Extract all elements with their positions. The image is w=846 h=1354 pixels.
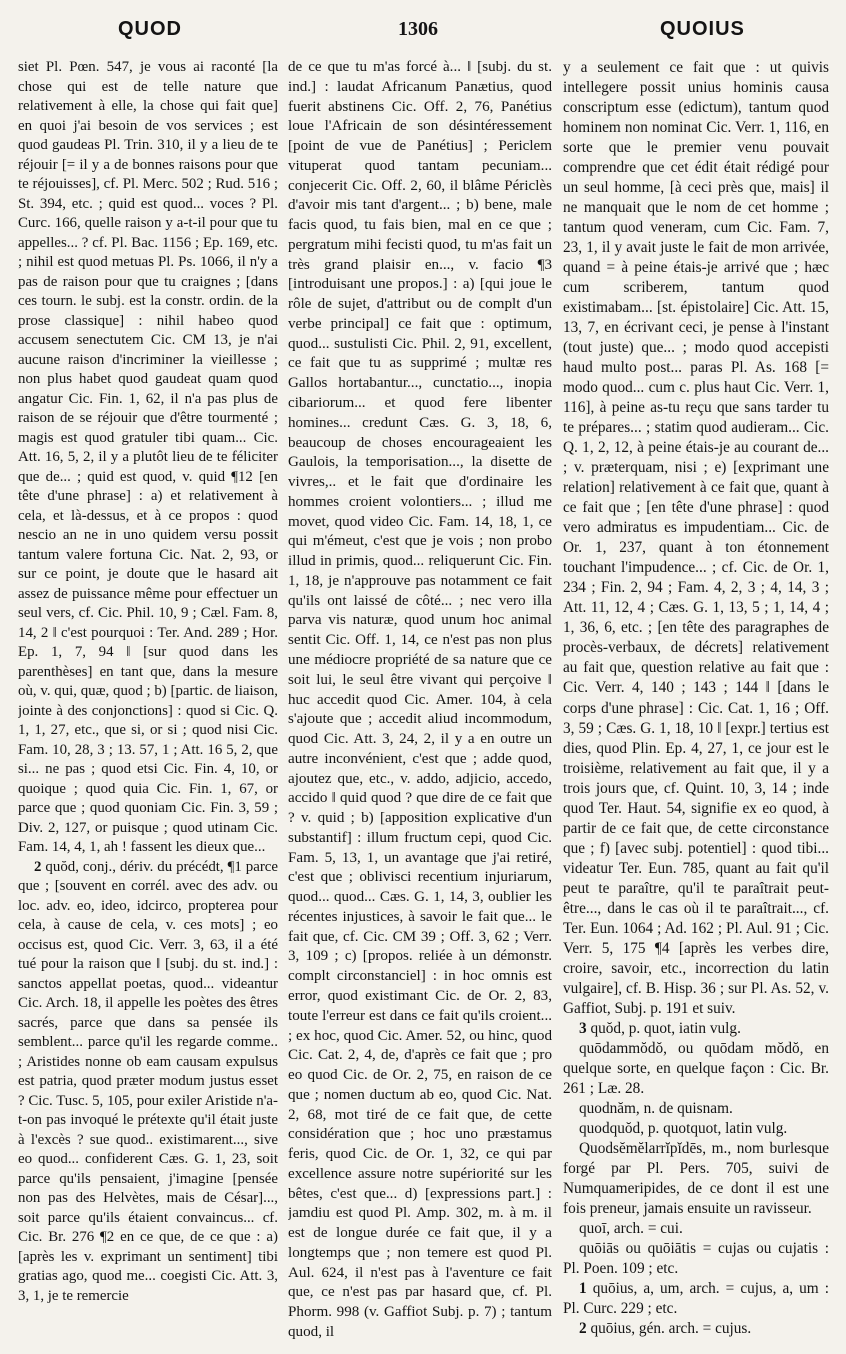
entry-text: quōius, a, um, arch. = cujus, a, um : Pl. Curc. 229 ; etc. — [563, 1279, 829, 1317]
page-number: 1306 — [398, 18, 438, 40]
entry-text: y a seulement ce fait que : ut quivis intellegere possit unius hominis causa conscriptum esse (edictum), tantum quod hominem non nominat Cic. Verr. 1, 116, en sorte que le premier venu pouvait comprendre que cet édit était rédigé pour un seul homme, [à ceci près que, mais] il ne manquait que le nom de cet homme ; tantum quod veneram, cum Cic. Fam. 7, 23, 1, il y avait juste le fait de mon arrivée, quand = à peine étais-je arrivé que ; hæc cum scriberem, tantum quod existimabam... [st. épistolaire] Cic. Att. 15, 13, 7, en écrivant ceci, je pense à l'instant (tout juste) que... ; modo quod accepisti haud multo post... paras Pl. As. 168 [= modo quod... cum c. plus haut Cic. Verr. 1, 116], à peine as-tu reçu que sans tarder tu te prépares... ; statim quod audieram... Cic. Q. 1, 2, 12, à peine étais-je au courant de... ; v. præterquam, nisi ; e) [exprimant une relation] relativement à ce fait que, quant à ce fait que ; [en tête d'une phrase] : quod vero admiratus es impudentiam... Cic. de Or. 1, 237, quant à ton étonnement touchant l'impudence... ; cf. Cic. de Or. 1, 234 ; Fin. 2, 94 ; Fam. 4, 2, 3 ; 4, 14, 3 ; Att. 11, 12, 4 ; Cæs. G. 1, 13, 5 ; 1, 14, 4 ; 1, 36, 6, etc. ; [en tête des paragraphes de procès-verbaux, de décrets] relativement au fait que, question relative au fait que : Cic. Verr. 4, 140 ; 143 ; 144 ‖ [dans le corps d'une phrase] : Cic. Cat. 1, 16 ; Off. 3, 59 ; Cæs. G. 1, 18, 10 ‖ [expr.] tertius est dies, quod Plin. Ep. 4, 27, 1, ce jour est le troisième, relativement au fait que, il y a trois jours que, cf. Quint. 10, 3, 14 ; inde quod Ter. Haut. 54, signifie ex eo quod, à partir de ce fait que, de cette circonstance que ; f) [avec subj. potentiel] : quod tibi... videatur Ter. Eun. 785, quant au fait qu'il peut te paraître, qu'il te paraîtrait peut-être..., dans le cas où il te paraîtrait..., cf. Ter. Eun. 1064 ; Ad. 162 ; Pl. Aul. 91 ; Cic. Verr. 5, 175 ¶4 [après les verbes dire, croire, savoir, etc., incorrection du latin vulgaire], cf. B. Hisp. 36 ; sur Pl. As. 52, v. Gaffiot, Subj. p. 191 et suiv. — [563, 59, 829, 1017]
entry-number: 2 — [579, 1319, 591, 1337]
entry-text: quŏd, p. quot, iatin vulg. — [590, 1019, 741, 1037]
dictionary-entry: quōiās ou quōiātis = cujas ou cujatis : Pl. Poen. 109 ; etc. — [563, 1239, 829, 1277]
column-1 — [18, 58, 278, 1343]
column-3 — [563, 58, 829, 1343]
dictionary-entry: Quodsĕmĕlarrĭpĭdēs, m., nom burlesque forgé par Pl. Pers. 705, suivi de Numquameripides, de ce dont il est une fois preneur, jamais ensuite un ravisseur. — [563, 1139, 829, 1217]
dictionary-entry: quōdammŏdŏ, ou quōdam mŏdŏ, en quelque sorte, en quelque façon : Cic. Br. 261 ; Læ. 28. — [563, 1039, 829, 1097]
column-2 — [288, 58, 552, 1343]
dictionary-entry: quodquŏd, p. quotquot, latin vulg. — [579, 1119, 788, 1137]
left-running-headword: QUOD — [118, 18, 182, 40]
entry-number: 3 — [579, 1019, 591, 1037]
entry-text: siet Pl. Pœn. 547, je vous ai raconté [la chose qui est de telle nature que relativement à elle, la chose qui fait que] en quoi j'ai besoin de vos services ; est quod gaudeas Pl. Trin. 310, il y a lieu de te réjouir [= il y a de bonnes raisons pour que te réjouisses], cf. Pl. Merc. 502 ; Rud. 516 ; St. 394, etc. ; quid est quod... voces ? Pl. Curc. 166, quelle raison y a-t-il pour que tu appelles... ? cf. Pl. Bac. 1156 ; Ep. 169, etc. ; nihil est quod metuas Pl. Ps. 1066, il n'y a pas de raison pour que tu craignes ; [dans ces tourn. le subj. est la constr. ordin. de la prose classique] : nihil habeo quod accusem senectutem Cic. CM 13, je n'ai aucune raison d'incriminer la vieillesse ; non plus habet quod gaudeat quam quod angatur Cic. Fin. 1, 62, il n'a pas plus de raison de se réjouir que d'être tourmenté ; magis est quod gratuler tibi quam... Cic. Att. 16, 5, 2, il y a plutôt lieu de te féliciter que de... ; quid est quod, v. quid ¶12 [en tête d'une phrase] : a) et relativement à cela, et là-dessus, et à ce propos : quod nescio an ne in uno quidem versu possit tantum valere fortuna Cic. Nat. 2, 93, or sur ce point, je doute que le hasard ait assez de puissance même pour effectuer un seul vers, cf. Cic. Phil. 10, 9 ; Cæl. Fam. 8, 14, 2 ‖ c'est pourquoi : Ter. And. 289 ; Hor. Ep. 1, 7, 94 ‖ [sur quod dans les parenthèses] en tant que, dans la mesure où, v. qui, quæ, quod ; b) [partic. de liaison, jointe à des conjonctions] : quod si Cic. Q. 1, 1, 27, etc., que si, or si ; quod nisi Cic. Fam. 10, 28, 3 ; 13. 57, 1 ; Att. 16 5, 2, que si... ne pas ; quod etsi Cic. Fin. 4, 10, or quoique ; quod quia Cic. Fin. 1, 67, or parce que ; quod quoniam Cic. Fin. 3, 59 ; Div. 2, 127, or puisque ; quod utinam Cic. Fam. 14, 4, 1, ah ! fassent les dieux que... — [18, 59, 278, 855]
dictionary-entry — [563, 1279, 829, 1319]
entry-text: de ce que tu m'as forcé à... ‖ [subj. du st. ind.] : laudat Africanum Panætius, quod fuerit abstinens Cic. Off. 2, 76, Panétius loue l'Africain de son désintéressement [point de vue de Panétius] ; Periclem vituperat quod tantam pecuniam... conjecerit Cic. Off. 2, 60, il blâme Périclès d'avoir mis tant d'argent... ; b) bene, male facis quod, tu fais bien, mal en ce que ; pergratum mihi fecisti quod, tu m'as fait un très grand plaisir en..., v. facio ¶3 [introduisant une propos.] : a) [qui joue le rôle de sujet, d'attribut ou de complt d'un verbe principal] ce fait que : optimum, quod... sustulisti Cic. Phil. 2, 91, excellent, ce fait que tu as supprimé ; multæ res Gallos hortabantur..., cunctatio..., inopia cibariorum... et quod fere libenter homines... credunt Cæs. G. 3, 18, 6, beaucoup de choses encourageaient les Gaulois, la temporisation..., la disette de vivres,.. et le fait que d'ordinaire les hommes croient volontiers... ; illud me movet, quod video Cic. Fam. 14, 18, 1, ce qui m'émeut, c'est que je vois ; non probo illud in primis, quod... reliquerunt Cic. Fin. 1, 18, je n'approuve pas notamment ce fait qu'ils ont laissé de côté... ; nec vero illa parva vis naturæ, quod unum hoc animal sentit Cic. Off. 1, 14, ce n'est pas non plus une médiocre propriété de sa nature que ce soit lui, le seul être vivant qui perçoive ‖ huc accedit quod Cic. Amer. 104, à cela s'ajoute que ; accedit aliud incommodum, quod Cic. Att. 3, 24, 2, il y a en outre un autre inconvénient, c'est que ; adde quod, ajoutez que, etc., v. addo, adjicio, accedo, accido ‖ quid quod ? que dire de ce fait que ? v. quid ; b) [apposition explicative d'un substantif] : illum fructum cepi, quod Cic. Fam. 5, 13, 1, un avantage que j'ai retiré, c'est que ; oblivisci recentium injuriarum, quod... quod... Cæs. G. 1, 14, 3, oublier les récentes injustices, à savoir le fait que... le fait que, cf. Cic. CM 39 ; Off. 3, 62 ; Verr. 3, 109 ; c) [propos. reliée à un démonstr. complt circonstanciel] : in hoc omnis est error, quod existimant Cic. de Or. 2, 83, toute l'erreur est dans ce fait qu'ils croient... ; ex hoc, quod Cic. Amer. 52, ou hinc, quod Cic. Cat. 2, 4, de, d'après ce fait que ; pro eo quod Cic. de Or. 2, 75, en raison de ce que ; nomen ductum ab eo, quod Cic. Nat. 2, 68, mot tiré de ce fait que, de cette considération que ; hoc uno præstamus feris, quod Cic. de Or. 1, 32, ce qui par excellence assure notre supériorité sur les bêtes, c'est que... d) [expressions part.] : jamdiu est quod Pl. Amp. 302, m. à m. il est de longue durée ce fait que, il y a longtemps que ; non temere est quod Pl. Aul. 624, il n'est pas à l'aventure ce fait que, ce n'est pas par hasard que, cf. Pl. Phorm. 998 (v. Gaffiot Subj. p. 7) ; tantum quod, il — [288, 59, 552, 1340]
right-running-headword: QUOIUS — [660, 18, 745, 40]
entry-text: quŏd, conj., dériv. du précédt, ¶1 parce que ; [souvent en corrél. avec des adv. ou loc. adv. eo, ideo, idcirco, propterea pour cela, à cause de cela, v. ces mots] ; eo occisus est, quod Cic. Verr. 3, 63, il a été tué pour la raison que ‖ [subj. du st. ind.] : sanctos appellat poetas, quod... videantur Cic. Arch. 18, il appelle les poètes des êtres sacrés, parce que dans sa pensée ils semblent... parce qu'il les regarde comme.. ; Aristides nonne ob eam causam expulsus est patria, quod præter modum justus esset ? Cic. Tusc. 5, 105, pour exiler Aristide n'a-t-on pas invoqué le prétexte qu'il était juste à l'excès ? sue quod.. existimarent..., sive eo quod... confiderent Cæs. G. 1, 23, soit parce qu'ils pensaient, j'imagine [pensée non pas des Helvètes, mais de César]..., soit parce qu'ils étaient convaincus... cf. Cic. Br. 276 ¶2 en ce que, de ce que : a) [après les v. exprimant un sentiment] tibi gratias ago, quod me... coegisti Cic. Att. 3, 3, 1, je te remercie — [18, 858, 278, 1304]
entry-number: 2 — [34, 858, 46, 875]
entry-text: quōius, gén. arch. = cujus. — [590, 1319, 752, 1337]
entry-number: 1 — [579, 1279, 593, 1297]
dictionary-entry: quoī, arch. = cui. — [579, 1219, 683, 1237]
dictionary-entry: quodnăm, n. de quisnam. — [579, 1099, 733, 1117]
dictionary-entry — [563, 1319, 829, 1339]
dictionary-entry — [18, 858, 278, 1307]
page-header — [0, 18, 846, 46]
dictionary-entry — [563, 1019, 829, 1039]
